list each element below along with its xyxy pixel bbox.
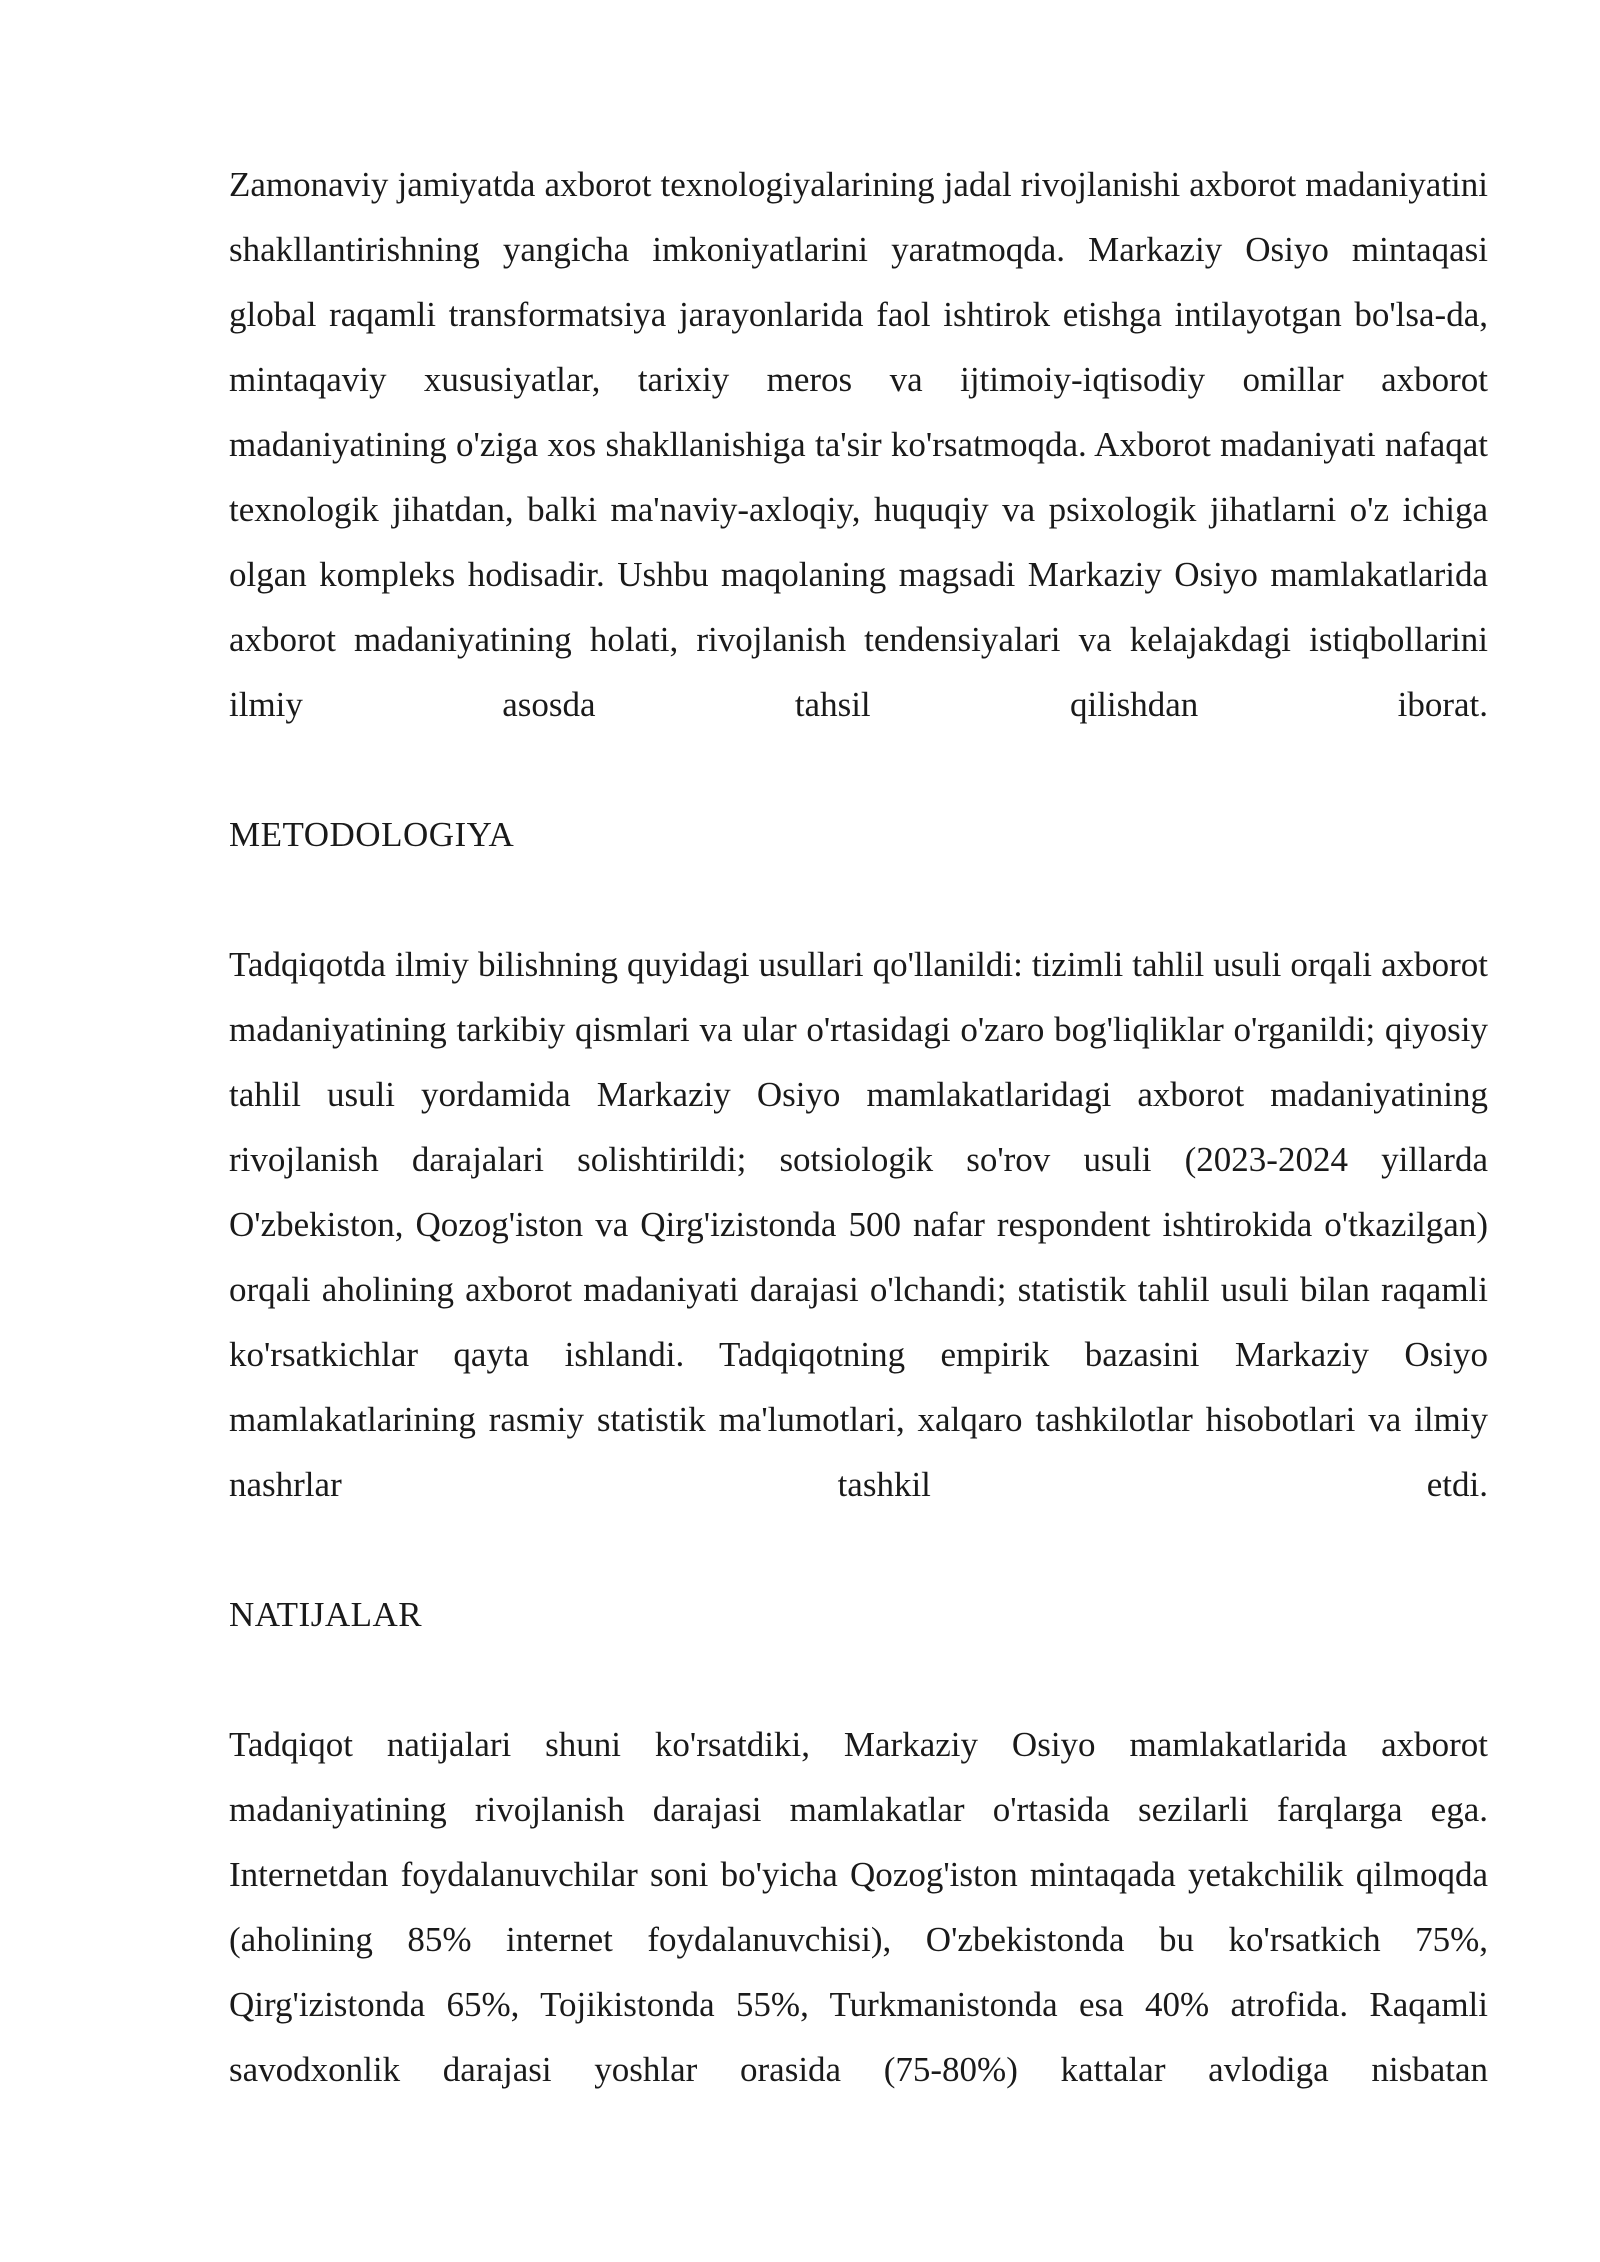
results-heading: NATIJALAR	[229, 1595, 423, 1634]
methodology-heading: METODOLOGIYA	[229, 815, 515, 854]
document-body	[229, 152, 1488, 2102]
results-paragraph: Tadqiqot natijalari shuni ko'rsatdiki, Markaziy Osiyo mamlakatlarida axborot madaniyatining rivojlanish darajasi mamlakatlar o'rtasida sezilarli farqlarga ega. Internetdan foydalanuvchilar soni bo'yicha Qozog'iston mintaqada yetakchilik qilmoqda (aholining 85% internet foydalanuvchisi), O'zbekistonda bu ko'rsatkich 75%, Qirg'izistonda 65%, Tojikistonda 55%, Turkmanistonda esa 40% atrofida. Raqamli savodxonlik darajasi yoshlar orasida (75-80%) kattalar avlodiga nisbatan	[229, 1725, 1488, 2089]
methodology-paragraph: Tadqiqotda ilmiy bilishning quyidagi usullari qo'llanildi: tizimli tahlil usuli orqali axborot madaniyatining tarkibiy qismlari va ular o'rtasidagi o'zaro bog'liqliklar o'rganildi; qiyosiy tahlil usuli yordamida Markaziy Osiyo mamlakatlaridagi axborot madaniyatining rivojlanish darajalari solishtirildi; sotsiologik so'rov usuli (2023-2024 yillarda O'zbekiston, Qozog'iston va Qirg'izistonda 500 nafar respondent ishtirokida o'tkazilgan) orqali aholining axborot madaniyati darajasi o'lchandi; statistik tahlil usuli bilan raqamli ko'rsatkichlar qayta ishlandi. Tadqiqotning empirik bazasini Markaziy Osiyo mamlakatlarining rasmiy statistik ma'lumotlari, xalqaro tashkilotlar hisobotlari va ilmiy nashrlar tashkil etdi.	[229, 945, 1488, 1504]
intro-paragraph: Zamonaviy jamiyatda axborot texnologiyalarining jadal rivojlanishi axborot madaniyatini shakllantirishning yangicha imkoniyatlarini yaratmoqda. Markaziy Osiyo mintaqasi global raqamli transformatsiya jarayonlarida faol ishtirok etishga intilayotgan bo'lsa-da, mintaqaviy xususiyatlar, tarixiy meros va ijtimoiy-iqtisodiy omillar axborot madaniyatining o'ziga xos shakllanishiga ta'sir ko'rsatmoqda. Axborot madaniyati nafaqat texnologik jihatdan, balki ma'naviy-axloqiy, huquqiy va psixologik jihatlarni o'z ichiga olgan kompleks hodisadir. Ushbu maqolaning magsadi Markaziy Osiyo mamlakatlarida axborot madaniyatining holati, rivojlanish tendensiyalari va kelajakdagi istiqbollarini ilmiy asosda tahsil qilishdan iborat.	[229, 165, 1488, 724]
